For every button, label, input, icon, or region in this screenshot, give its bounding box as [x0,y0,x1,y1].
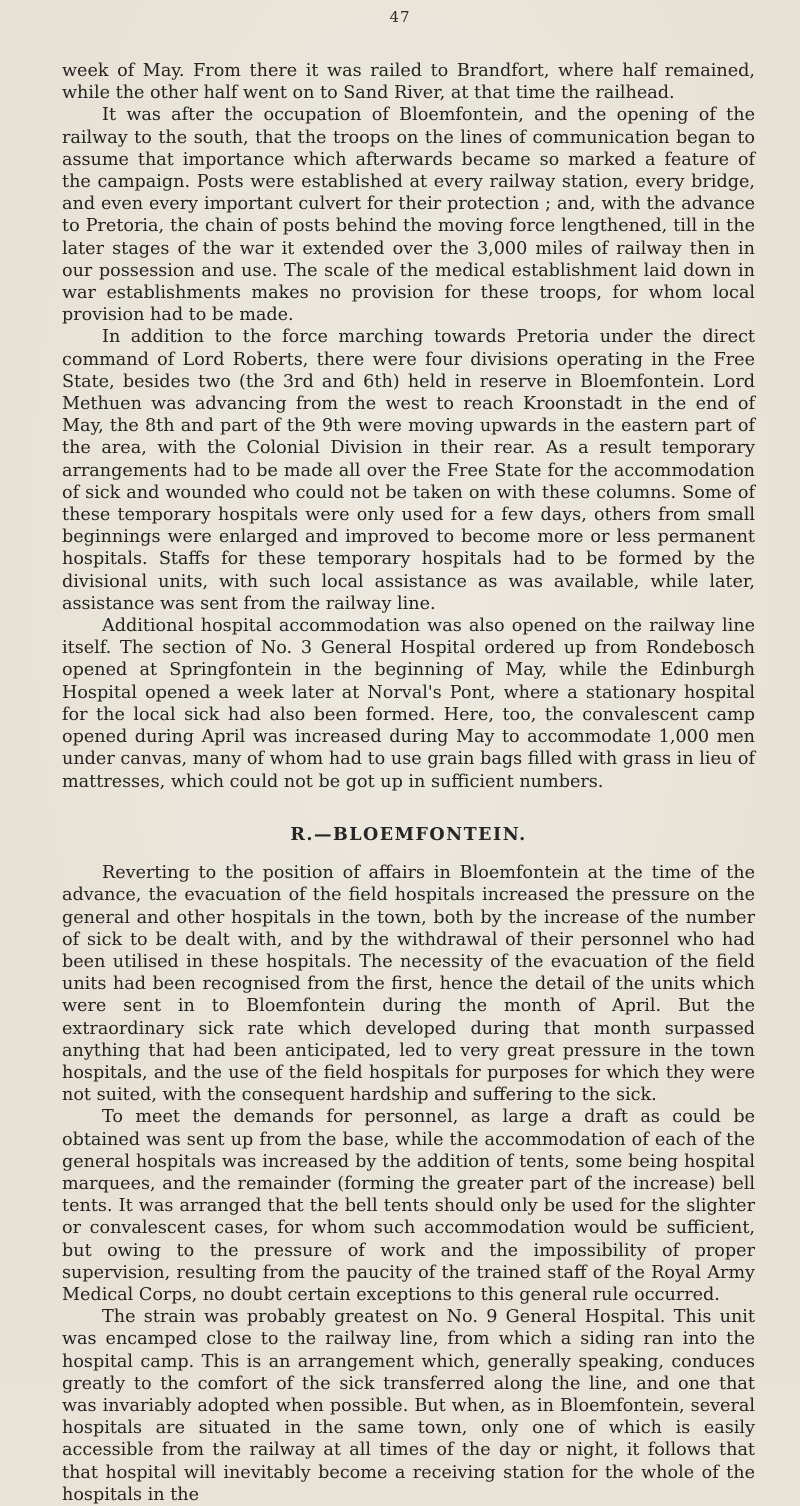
page-number: 47 [389,8,411,26]
section-spacer [62,793,755,827]
paragraph: It was after the occupation of Bloemfontein, and the opening of the railway to the south, that the troops on the lines of communication began to assume that importance which afterwards became so marked a feature of the campaign. Posts were established at every railway station, every bridge, and even every important culvert for their protection ; and, with the advance to Pretoria, the chain of posts behind the moving force lengthened, till in the later stages of the war it extended over the 3,000 miles of railway then in our possession and use. The scale of the medical establishment laid down in war establishments makes no provision for these troops, for whom local provision had to be made. [62,105,755,326]
section-heading: R.—BLOEMFONTEIN. [290,824,527,845]
body-text [62,60,755,1506]
heading-spacer [62,844,755,862]
paragraph: Additional hospital accommodation was also opened on the railway line itself. The section of No. 3 General Hospital ordered up from Rondebosch opened at Springfontein in the beginning of May, while the Edinburgh Hospital opened a week later at Norval's Pont, where a stationary hospital for the local sick had also been formed. Here, too, the convalescent camp opened during April was increased during May to accommodate 1,000 men under canvas, many of whom had to use grain bags filled with grass in lieu of mattresses, which could not be got up in sufficient numbers. [62,616,755,792]
paragraph: The strain was probably greatest on No. 9 General Hospital. This unit was encamped close to the railway line, from which a siding ran into the hospital camp. This is an arrangement which, generally speaking, conduces greatly to the comfort of the sick transferred along the line, and one that was invariably adopted when possible. But when, as in Bloemfontein, several hospitals are situated in the same town, only one of which is easily accessible from the railway at all times of the day or night, it follows that that hospital will inevitably become a receiving station for the whole of the hospitals in the [62,1307,755,1505]
paragraph: week of May. From there it was railed to Brandfort, where half remained, while the other half went on to Sand River, at that time the railhead. [62,61,755,104]
paragraph: In addition to the force marching towards Pretoria under the direct command of Lord Roberts, there were four divisions operating in the Free State, besides two (the 3rd and 6th) held in reserve in Bloemfontein. Lord Methuen was advancing from the west to reach Kroonstadt in the end of May, the 8th and part of the 9th were moving upwards in the eastern part of the area, with the Colonial Division in their rear. As a result temporary arrangements had to be made all over the Free State for the accommodation of sick and wounded who could not be taken on with these columns. Some of these temporary hospitals were only used for a few days, others from small beginnings were enlarged and improved to become more or less permanent hospitals. Staffs for these temporary hospitals had to be formed by the divisional units, with such local assistance as was available, while later, assistance was sent from the railway line. [62,327,755,614]
paragraph: Reverting to the position of affairs in Bloemfontein at the time of the advance, the evacuation of the field hospitals increased the pressure on the general and other hospitals in the town, both by the increase of the number of sick to be dealt with, and by the withdrawal of their personnel who had been utilised in these hospitals. The necessity of the evacuation of the field units had been recognised from the first, hence the detail of the units which were sent in to Bloemfontein during the month of April. But the extraordinary sick rate which developed during that month surpassed anything that had been anticipated, led to very great pressure in the town hospitals, and the use of the field hospitals for purposes for which they were not suited, with the consequent hardship and suffering to the sick. [62,863,755,1106]
paragraph: To meet the demands for personnel, as large a draft as could be obtained was sent up from the base, while the accommodation of each of the general hospitals was increased by the addition of tents, some being hospital marquees, and the remainder (forming the greater part of the increase) bell tents. It was arranged that the bell tents should only be used for the slighter or convalescent cases, for whom such accommodation would be sufficient, but owing to the pressure of work and the impossibility of proper supervision, resulting from the paucity of the trained staff of the Royal Army Medical Corps, no doubt certain exceptions to this general rule occurred. [62,1107,755,1306]
